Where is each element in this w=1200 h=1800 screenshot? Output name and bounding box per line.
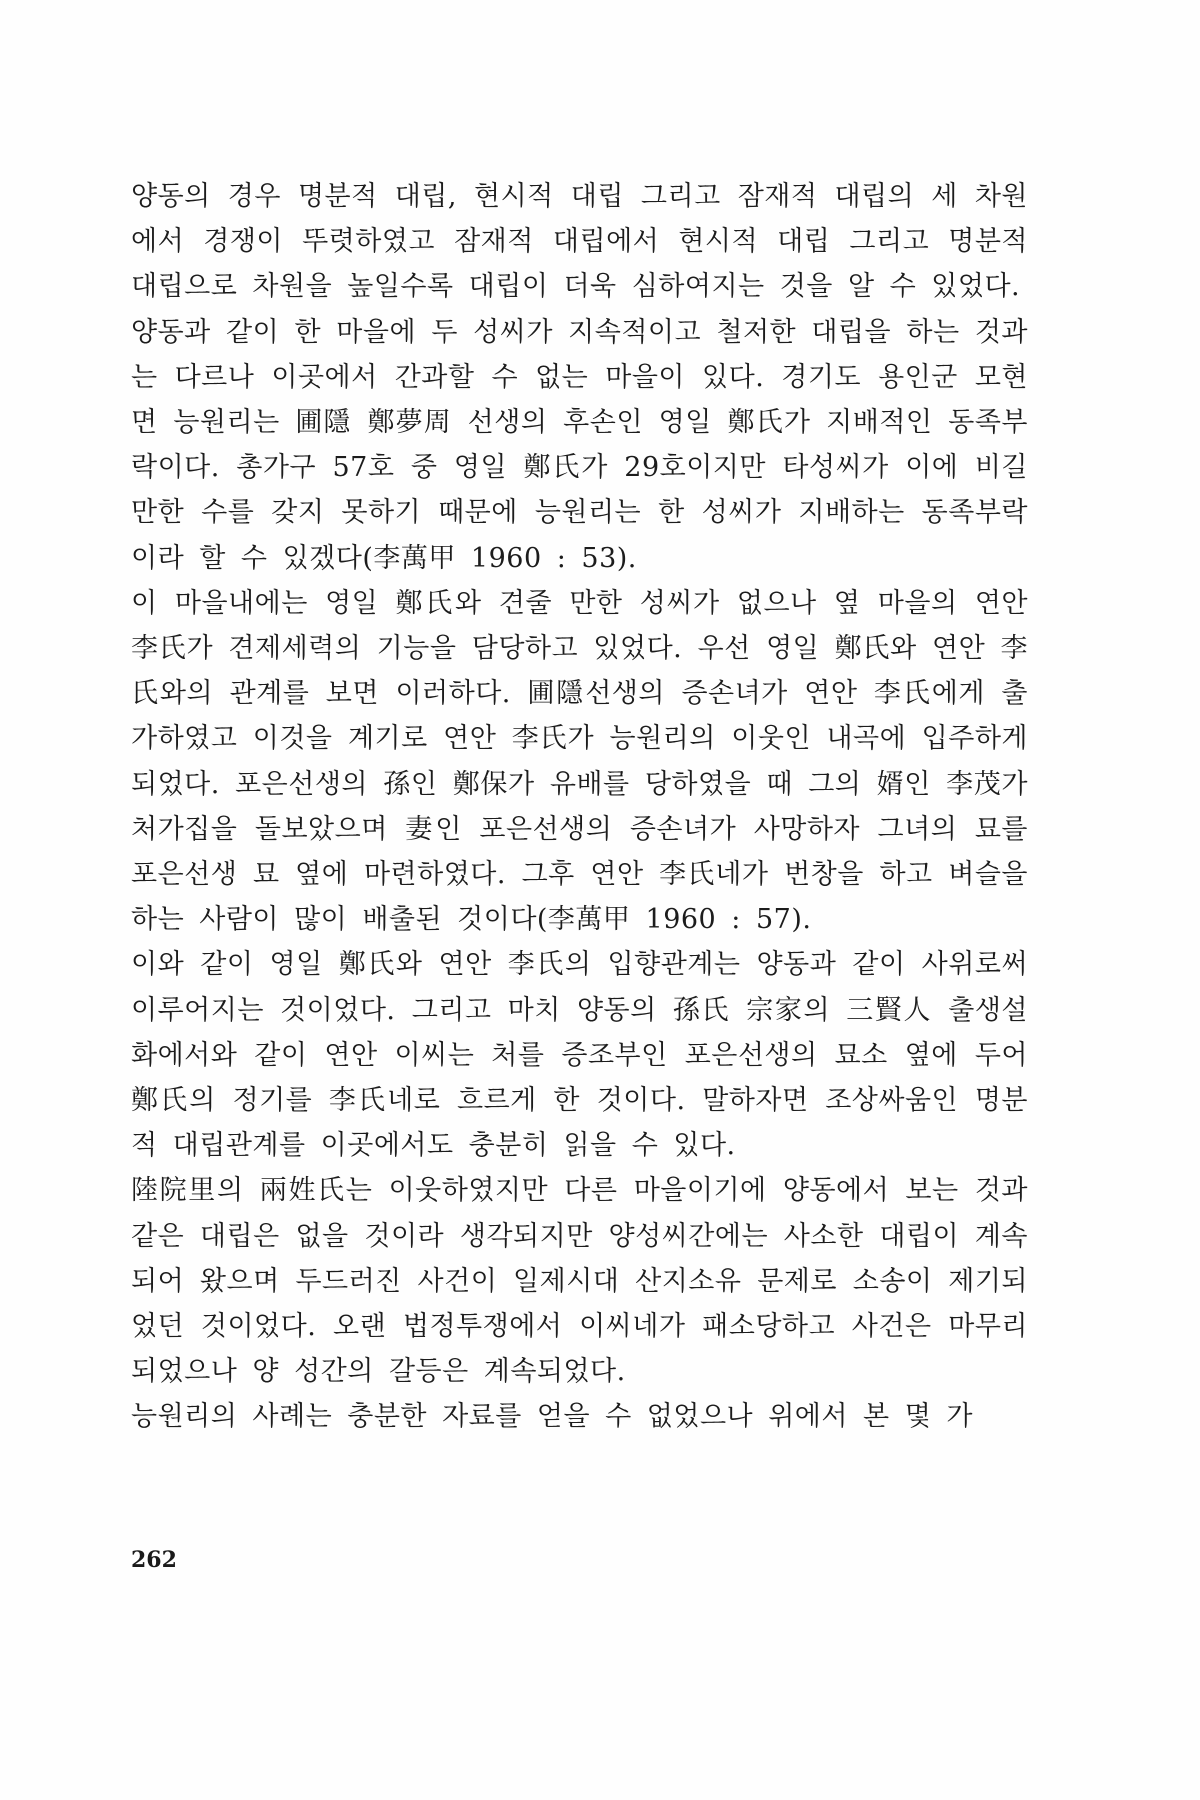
paragraph-5: 陸院里의 兩姓氏는 이웃하였지만 다른 마을이기에 양동에서 보는 것과 같은 대립은 없을 것이라 생각되지만 양성씨간에는 사소한 대립이 계속되어 왔으며 두드러진 사건이 일제시대 산지소유 문제로 소송이 제기되었던 것이었다. 오랜 법정투쟁에서 이씨네가 패소당하고 사건은 마무리되었으나 양 성간의 갈등은 계속되었다. <box>131 1175 1028 1388</box>
paragraph-2: 양동과 같이 한 마을에 두 성씨가 지속적이고 철저한 대립을 하는 것과는 다르나 이곳에서 간과할 수 없는 마을이 있다. 경기도 용인군 모현면 능원리는 圃隱 鄭夢周 선생의 후손인 영일 鄭氏가 지배적인 동족부락이다. 총가구 57호 중 영일 鄭氏가 29호이지만 타성씨가 이에 비길 만한 수를 갖지 못하기 때문에 능원리는 한 성씨가 지배하는 동족부락이라 할 수 있겠다(李萬甲 1960 : 53). <box>131 316 1028 574</box>
paragraph-4: 이와 같이 영일 鄭氏와 연안 李氏의 입향관계는 양동과 같이 사위로써 이루어지는 것이었다. 그리고 마치 양동의 孫氏 宗家의 三賢人 출생설화에서와 같이 연안 이씨는 처를 증조부인 포은선생의 묘소 옆에 두어 鄭氏의 정기를 李氏네로 흐르게 한 것이다. 말하자면 조상싸움인 명분적 대립관계를 이곳에서도 충분히 읽을 수 있다. <box>131 949 1028 1162</box>
paragraph-3: 이 마을내에는 영일 鄭氏와 견줄 만한 성씨가 없으나 옆 마을의 연안 李氏가 견제세력의 기능을 담당하고 있었다. 우선 영일 鄭氏와 연안 李氏와의 관계를 보면 이러하다. 圃隱선생의 증손녀가 연안 李氏에게 출가하였고 이것을 계기로 연안 李氏가 능원리의 이웃인 내곡에 입주하게 되었다. 포은선생의 孫인 鄭保가 유배를 당하였을 때 그의 婿인 李茂가 처가집을 돌보았으며 妻인 포은선생의 증손녀가 사망하자 그녀의 묘를 포은선생 묘 옆에 마련하였다. 그후 연안 李氏네가 번창을 하고 벼슬을 하는 사람이 많이 배출된 것이다(李萬甲 1960 : 57). <box>131 587 1028 936</box>
body-text <box>131 174 1028 1440</box>
page-number: 262 <box>131 1547 177 1573</box>
paragraph-1: 양동의 경우 명분적 대립, 현시적 대립 그리고 잠재적 대립의 세 차원에서 경쟁이 뚜렷하였고 잠재적 대립에서 현시적 대립 그리고 명분적 대립으로 차원을 높일수록 대립이 더욱 심하여지는 것을 알 수 있었다. <box>131 181 1028 303</box>
paragraph-6: 능원리의 사례는 충분한 자료를 얻을 수 없었으나 위에서 본 몇 가 <box>131 1401 973 1433</box>
